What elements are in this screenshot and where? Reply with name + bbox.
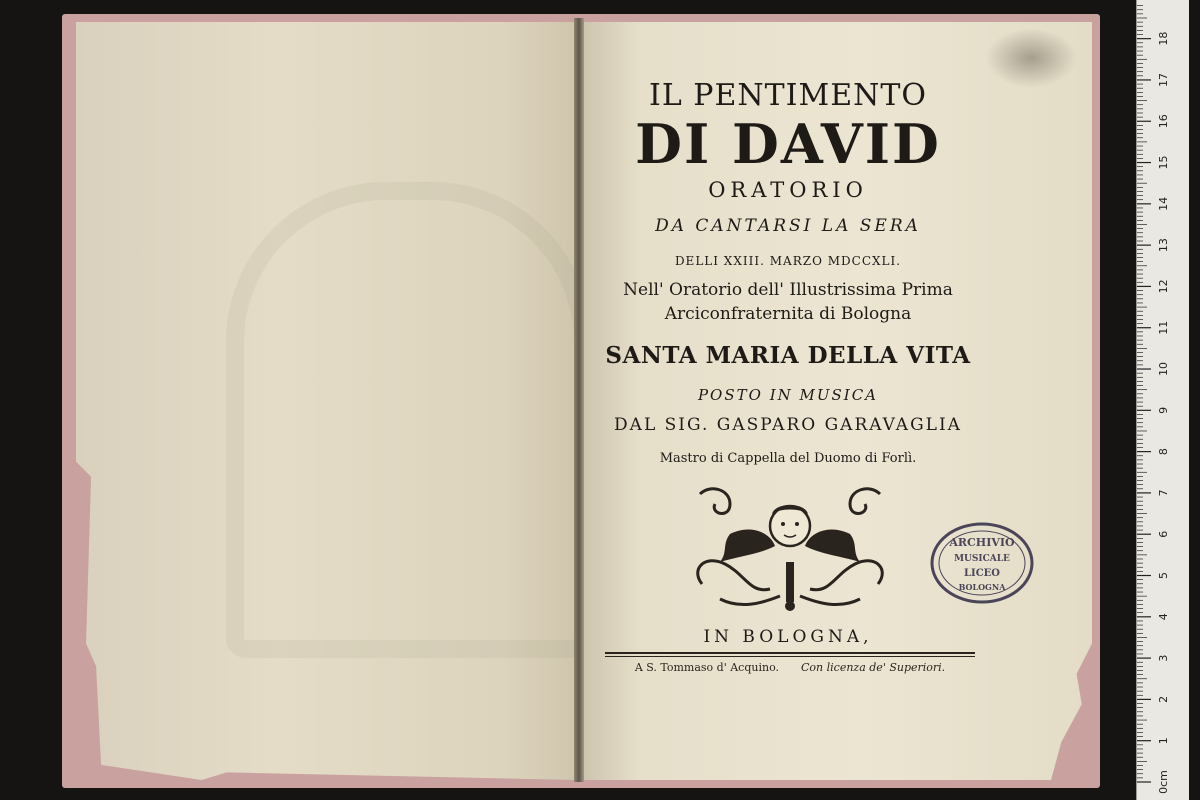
place-line-2: Arciconfraternita di Bologna: [664, 304, 912, 324]
ruler-scale: [1137, 0, 1189, 800]
imprint-city: IN BOLOGNA,: [703, 627, 873, 647]
title-line-2: DI DAVID: [635, 112, 941, 176]
performance-date: DELLI XXIII. MARZO MDCCXLI.: [674, 254, 902, 268]
ruler-label: 1: [1157, 737, 1170, 745]
ruler-label: 8: [1157, 448, 1170, 456]
ruler-label: 0cm: [1157, 770, 1170, 794]
title-line-1: IL PENTIMENTO: [649, 78, 927, 113]
show-through-bleed: [226, 182, 592, 658]
ruler-label: 14: [1157, 196, 1170, 211]
ruler-label: 12: [1157, 279, 1170, 294]
subtitle-line: DA CANTARSI LA SERA: [655, 216, 921, 236]
ruler-label: 11: [1157, 320, 1170, 335]
book-gutter: [574, 18, 584, 782]
imprint-rule-thick: [605, 652, 975, 654]
measurement-ruler: [1136, 0, 1189, 800]
imprint-license: Con licenza de' Superiori.: [801, 661, 946, 674]
place-line-1: Nell' Oratorio dell' Illustrissima Prima: [623, 280, 953, 300]
imprint-printer: A S. Tommaso d' Acquino.: [634, 661, 779, 674]
church-name: SANTA MARIA DELLA VITA: [605, 342, 971, 369]
stamp-line-4: BOLOGNA: [958, 582, 1006, 592]
ruler-label: 5: [1157, 572, 1170, 580]
cherub-ornament: [690, 484, 890, 614]
ruler-label: 6: [1157, 530, 1170, 538]
ruler-label: 13: [1157, 238, 1170, 253]
ruler-label: 16: [1157, 114, 1170, 129]
music-label: POSTO IN MUSICA: [697, 386, 879, 404]
stamp-line-2: MUSICALE: [954, 554, 1010, 564]
composer-name: DAL SIG. GASPARO GARAVAGLIA: [614, 415, 962, 435]
ruler-label: 18: [1157, 31, 1170, 46]
ruler-label: 9: [1157, 406, 1170, 414]
ruler-label: 7: [1157, 489, 1170, 497]
title-line-3: ORATORIO: [708, 178, 868, 202]
stamp-line-1: ARCHIVIO: [949, 536, 1015, 549]
left-page: [76, 22, 578, 780]
ruler-label: 2: [1157, 695, 1170, 703]
ruler-label: 15: [1157, 155, 1170, 170]
composer-title: Mastro di Cappella del Duomo di Forlì.: [659, 451, 917, 466]
ruler-label: 17: [1157, 72, 1170, 87]
imprint-line: [605, 661, 975, 674]
library-stamp: [928, 520, 1036, 606]
ruler-label: 10: [1157, 362, 1170, 377]
corner-stain: [985, 28, 1077, 88]
stamp-line-3: LICEO: [963, 568, 1001, 579]
ruler-label: 4: [1157, 613, 1170, 621]
imprint-rule-thin: [605, 656, 975, 657]
ruler-label: 3: [1157, 654, 1170, 662]
